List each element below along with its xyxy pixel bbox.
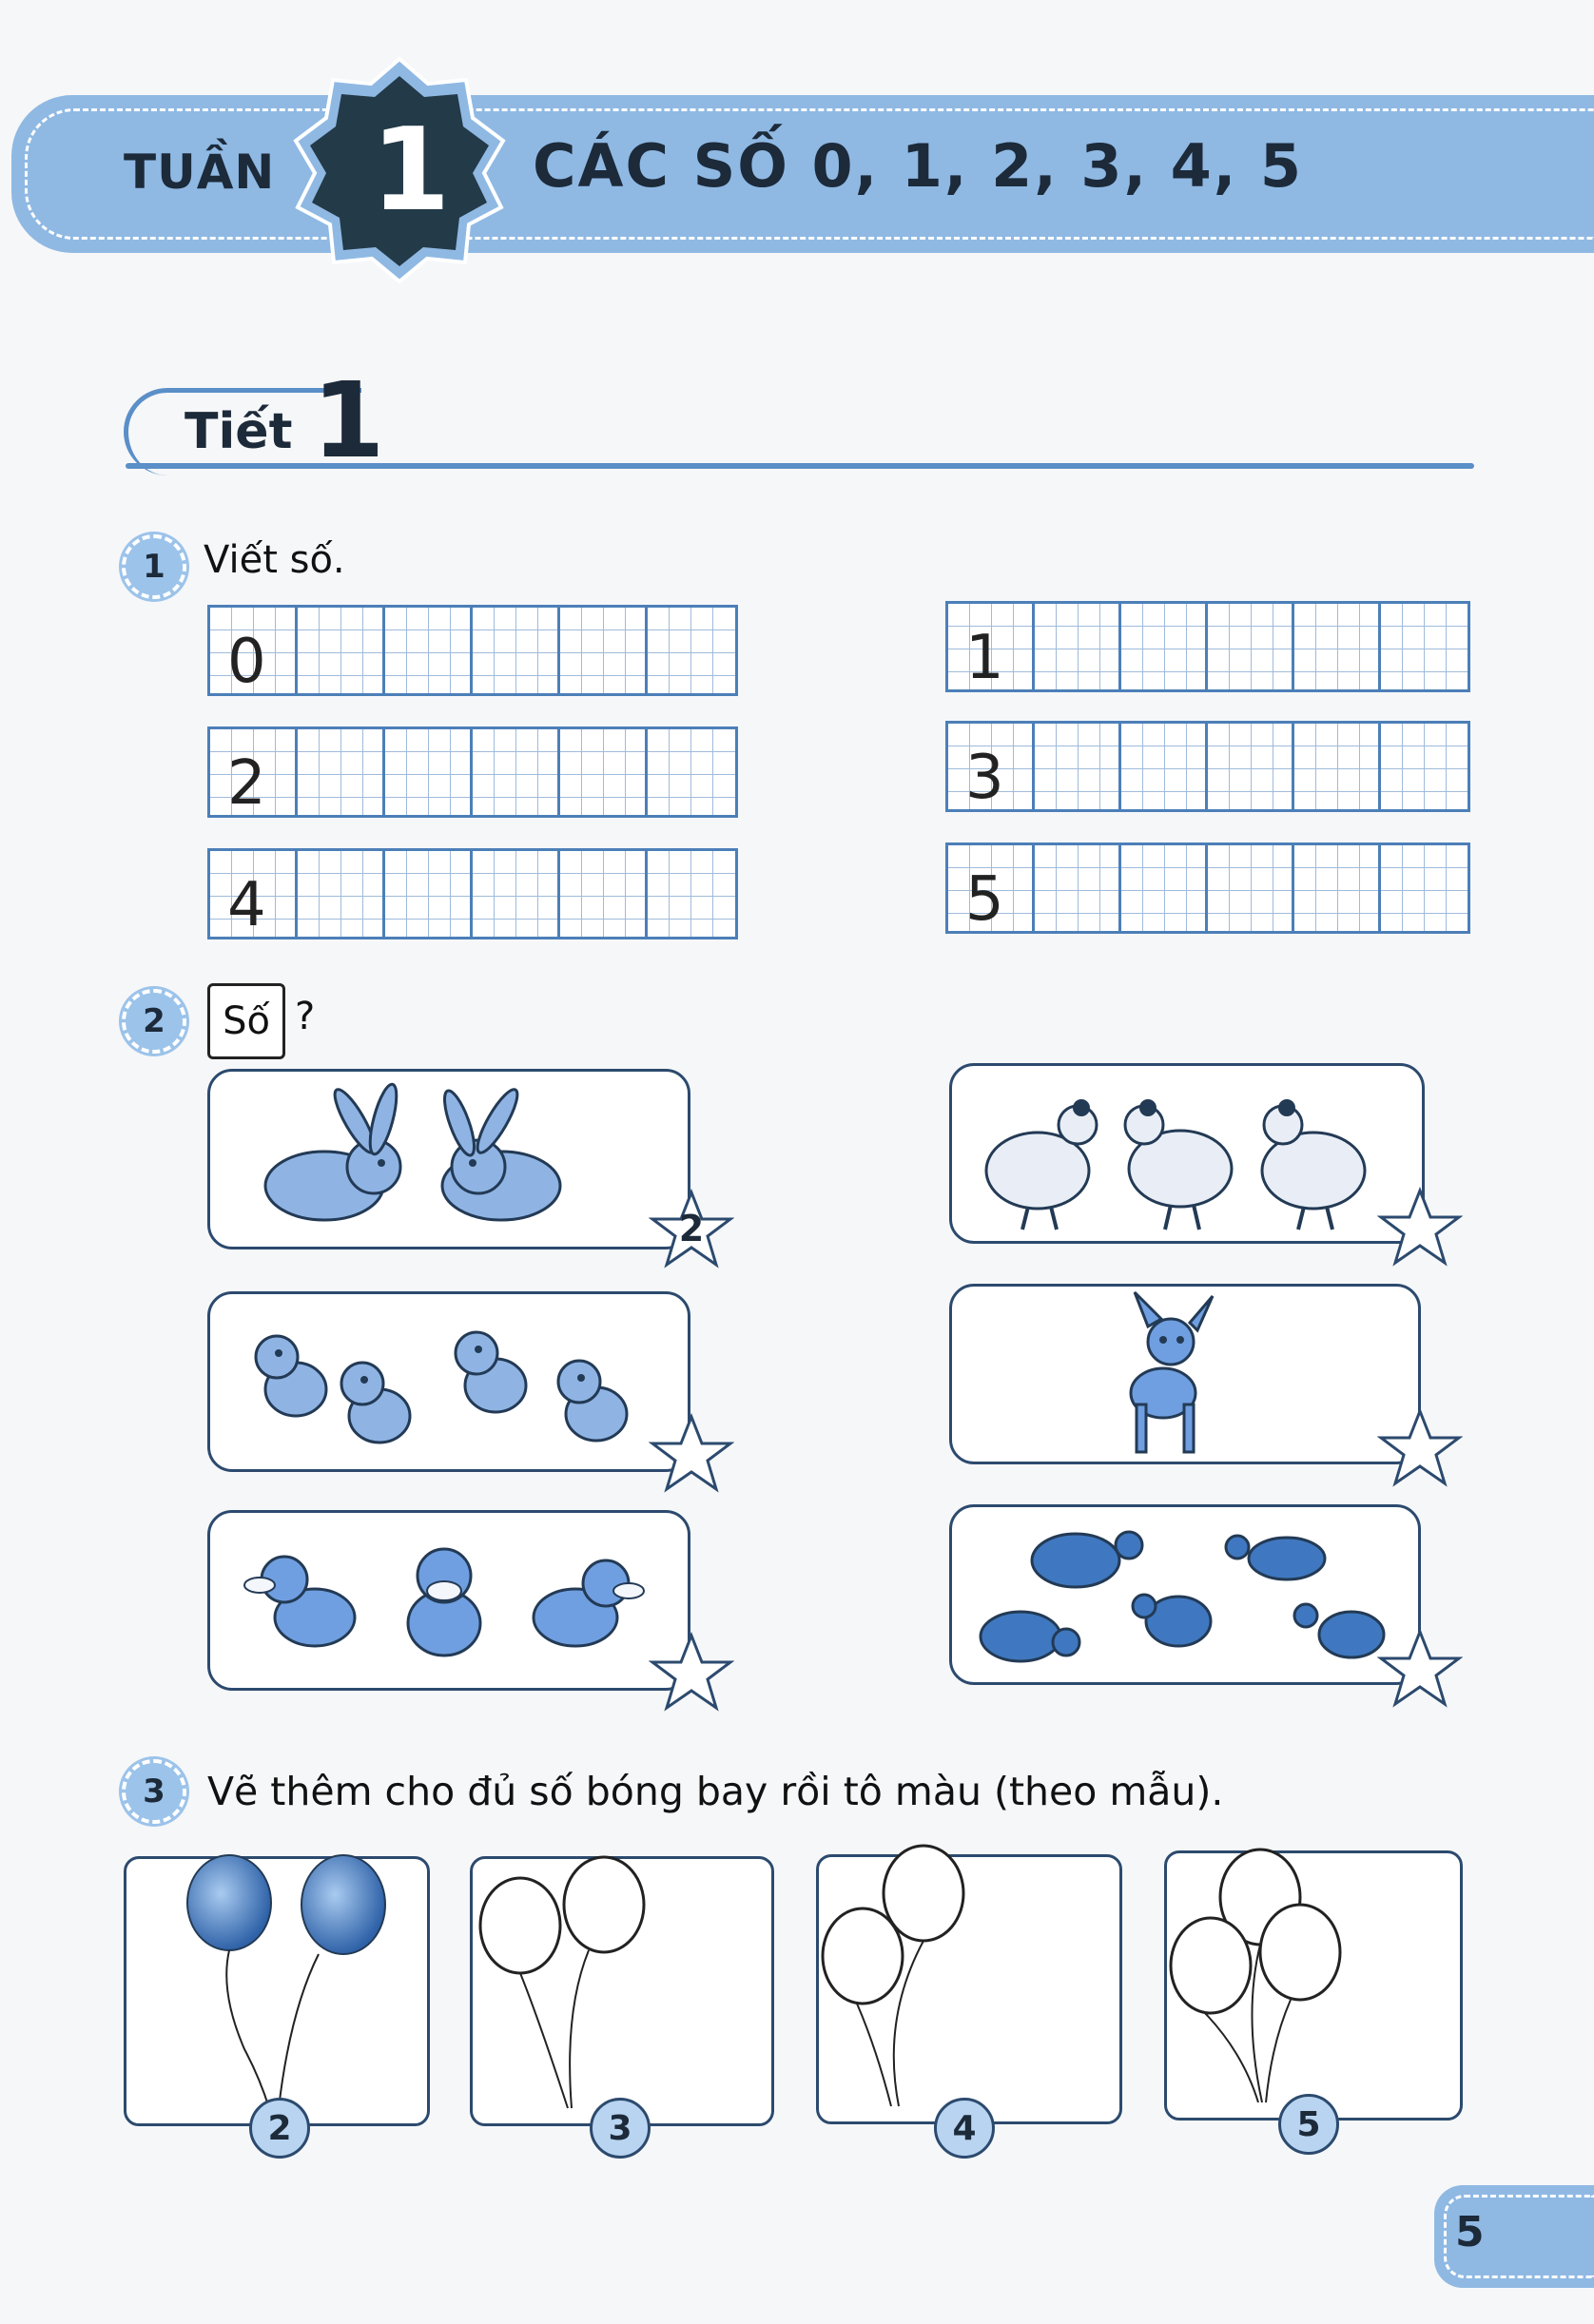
star-answer-box-6[interactable]: [1377, 1628, 1463, 1710]
duck-icon: [210, 1513, 693, 1694]
card-dog: [949, 1284, 1421, 1464]
week-title: CÁC SỐ 0, 1, 2, 3, 4, 5: [533, 131, 1304, 201]
writing-grid-4[interactable]: [207, 848, 738, 939]
writing-grid-1[interactable]: [945, 601, 1470, 692]
balloon-target-3: 3: [590, 2098, 651, 2159]
page-number: 5: [1455, 2208, 1485, 2256]
star-answer-box-4[interactable]: [1377, 1407, 1463, 1489]
balloon-box-3[interactable]: [470, 1856, 774, 2126]
question-mark: ?: [295, 995, 316, 1038]
rabbit-icon: [210, 1072, 693, 1252]
balloon-icon: [819, 1857, 1125, 2127]
week-label: TUẦN: [124, 145, 276, 200]
grid-digit: 0: [227, 627, 266, 697]
grid-digit: 4: [227, 870, 266, 940]
balloon-target-4: 4: [934, 2098, 995, 2159]
grid-digit: 2: [227, 748, 266, 819]
card-turtles: [949, 1504, 1421, 1685]
card-birds: [207, 1291, 690, 1472]
exercise-3-number: 3: [122, 1759, 186, 1824]
writing-grid-3[interactable]: [945, 721, 1470, 812]
balloon-target-2: 2: [249, 2098, 310, 2159]
star-answer-1: 2: [678, 1208, 705, 1249]
balloon-box-5[interactable]: [1164, 1850, 1463, 2121]
card-rabbits: [207, 1069, 690, 1249]
exercise-3-instruction: Vẽ thêm cho đủ số bóng bay rồi tô màu (theo mẫu).: [207, 1769, 1224, 1814]
writing-grid-0[interactable]: [207, 605, 738, 696]
balloon-icon: [1167, 1853, 1466, 2123]
balloon-icon: [473, 1859, 777, 2129]
star-answer-box-3[interactable]: [649, 1413, 734, 1495]
exercise-1-instruction: Viết số.: [204, 538, 345, 582]
writing-grid-2[interactable]: [207, 726, 738, 818]
card-ducks: [207, 1510, 690, 1691]
exercise-2-number: 2: [122, 989, 186, 1054]
star-answer-box-2[interactable]: [1377, 1187, 1463, 1269]
chicken-icon: [952, 1066, 1428, 1247]
week-number: 1: [371, 105, 451, 237]
star-answer-box-5[interactable]: [649, 1632, 734, 1714]
balloon-box-2[interactable]: [124, 1856, 430, 2126]
balloon-box-4[interactable]: [816, 1854, 1122, 2124]
so-label-box: Số: [207, 983, 285, 1059]
grid-digit: 5: [965, 864, 1004, 935]
balloon-icon: [126, 1859, 433, 2129]
grid-digit: 3: [965, 743, 1004, 813]
writing-grid-5[interactable]: [945, 842, 1470, 934]
exercise-1-number: 1: [122, 534, 186, 599]
lesson-number: 1: [312, 359, 385, 481]
dog-icon: [952, 1287, 1424, 1467]
balloon-target-5: 5: [1278, 2094, 1339, 2155]
grid-digit: 1: [965, 623, 1004, 693]
turtle-icon: [952, 1507, 1424, 1688]
lesson-label: Tiết: [185, 403, 293, 460]
card-chickens: [949, 1063, 1425, 1244]
bird-icon: [210, 1294, 693, 1475]
